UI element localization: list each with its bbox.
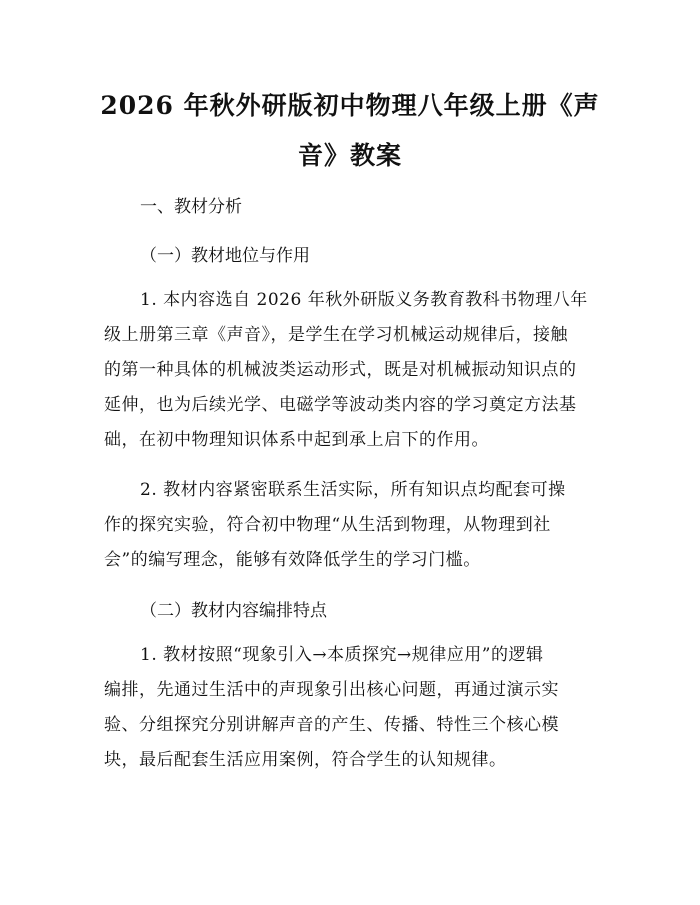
paragraph-2-line: 作的探究实验，符合初中物理“从生活到物理，从物理到社	[104, 515, 551, 535]
paragraph-3-line: 编排，先通过生活中的声现象引出核心问题，再通过演示实	[104, 680, 559, 700]
paragraph-1-line: 级上册第三章《声音》，是学生在学习机械运动规律后，接触	[104, 325, 568, 345]
paragraph-1-line: 础，在初中物理知识体系中起到承上启下的作用。	[104, 430, 489, 450]
paragraph-1	[104, 283, 602, 458]
paragraph-1-line: 的第一种具体的机械波类运动形式，既是对机械振动知识点的	[104, 360, 577, 380]
paragraph-3-line: 1. 教材按照“现象引入→本质探究→规律应用”的逻辑	[140, 645, 544, 665]
paragraph-1-line: 1. 本内容选自 2026 年秋外研版义务教育教科书物理八年	[140, 290, 588, 310]
document-title-line-1: 2026 年秋外研版初中物理八年级上册《声	[100, 91, 600, 120]
paragraph-2-line: 2. 教材内容紧密联系生活实际，所有知识点均配套可操	[140, 480, 566, 500]
paragraph-2	[104, 473, 602, 578]
subsection-heading-content-arrangement: （二）教材内容编排特点	[140, 601, 327, 621]
paragraph-3-line: 验、分组探究分别讲解声音的产生、传播、特性三个核心模	[104, 715, 559, 735]
document-title-line-2: 音》教案	[297, 141, 402, 170]
paragraph-1-line: 延伸，也为后续光学、电磁学等波动类内容的学习奠定方法基	[104, 395, 577, 415]
section-heading-teaching-material-analysis: 一、教材分析	[140, 197, 242, 217]
paragraph-2-line: 会”的编写理念，能够有效降低学生的学习门槛。	[104, 550, 481, 570]
paragraph-3-line: 块，最后配套生活应用案例，符合学生的认知规律。	[104, 750, 507, 770]
paragraph-3	[104, 638, 602, 778]
subsection-heading-status-and-role: （一）教材地位与作用	[140, 246, 310, 266]
